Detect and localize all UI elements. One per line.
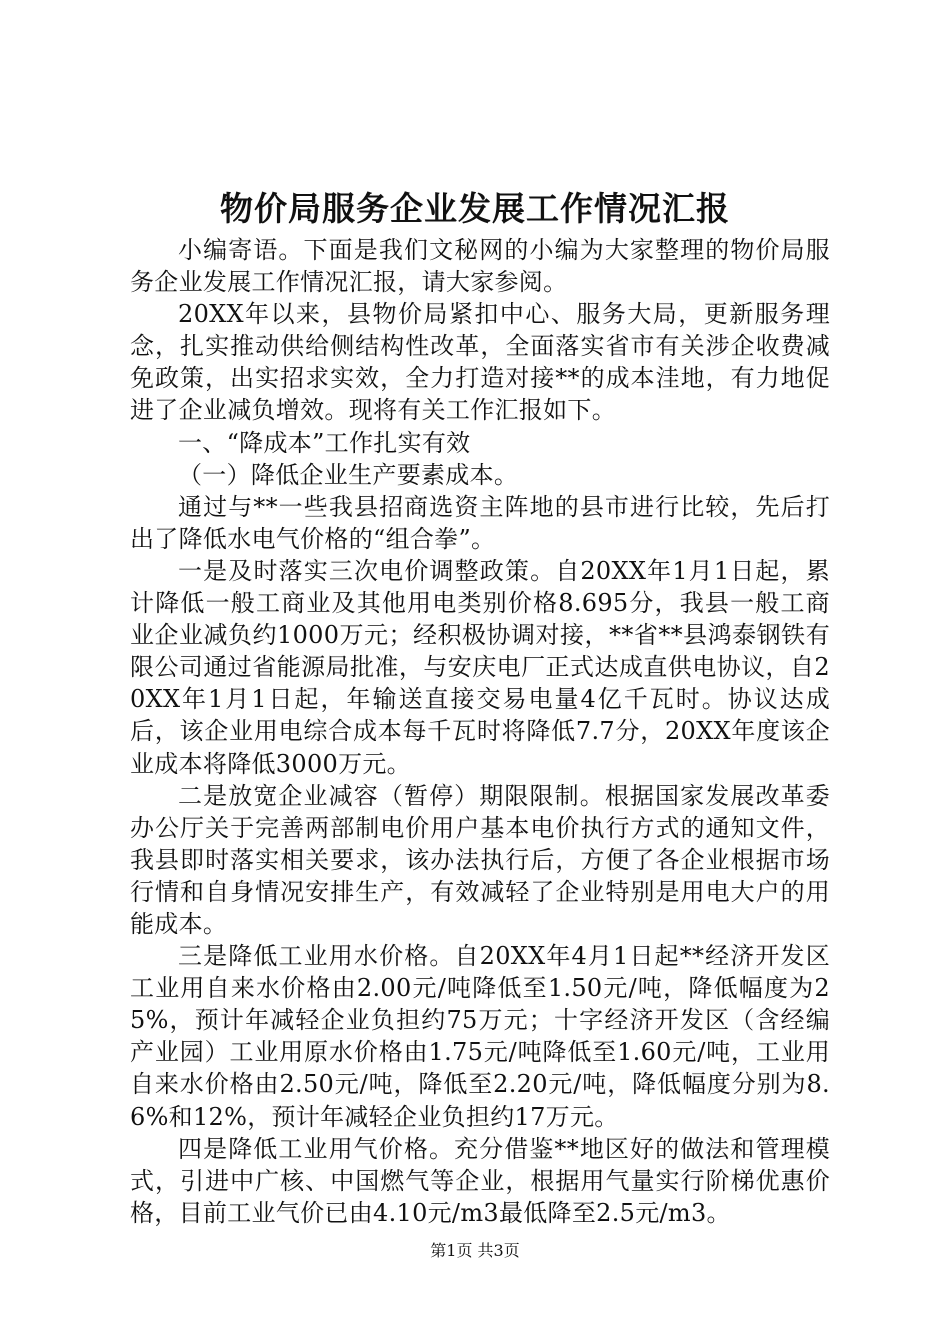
subsection-heading-1: （一）降低企业生产要素成本。 (178, 460, 519, 489)
section-heading-1: 一、“降成本”工作扎实有效 (178, 428, 471, 457)
paragraph-capacity: 二是放宽企业减容（暂停）期限限制。根据国家发展改革委办公厅关于完善两部制电价用户基本电价执行方式的通知文件，我县即时落实相关要求，该办法执行后，方便了各企业根据市场行情和自身情况安排生产，有效减轻了企业特别是用电大户的用能成本。 (130, 781, 830, 938)
paragraph-gas: 四是降低工业用气价格。充分借鉴**地区好的做法和管理模式，引进中广核、中国燃气等企业，根据用气量实行阶梯优惠价格，目前工业气价已由4.10元/m3最低降至2.5元/m3。 (130, 1134, 830, 1227)
page-footer: 第1页 共3页 (430, 1241, 520, 1260)
document-body (130, 234, 830, 1229)
paragraph-intro: 小编寄语。下面是我们文秘网的小编为大家整理的物价局服务企业发展工作情况汇报，请大家参阅。 (130, 236, 830, 297)
paragraph-comparison: 通过与**一些我县招商选资主阵地的县市进行比较，先后打出了降低水电气价格的“组合拳”。 (130, 492, 830, 553)
paragraph-electricity: 一是及时落实三次电价调整政策。自20XX年1月1日起，累计降低一般工商业及其他用电类别价格8.695分，我县一般工商业企业减负约1000万元；经积极协调对接，**省**县鸿泰钢铁有限公司通过省能源局批准，与安庆电厂正式达成直供电协议，自20XX年1月1日起，年输送直接交易电量4亿千瓦时。协议达成后，该企业用电综合成本每千瓦时将降低7.7分，20XX年度该企业成本将降低3000万元。 (130, 556, 830, 778)
paragraph-overview: 20XX年以来，县物价局紧扣中心、服务大局，更新服务理念，扎实推动供给侧结构性改革，全面落实省市有关涉企收费减免政策，出实招求实效，全力打造对接**的成本洼地，有力地促进了企业减负增效。现将有关工作汇报如下。 (130, 300, 830, 425)
document-title: 物价局服务企业发展工作情况汇报 (220, 189, 730, 228)
paragraph-water: 三是降低工业用水价格。自20XX年4月1日起**经济开发区工业用自来水价格由2.00元/吨降低至1.50元/吨，降低幅度为25%，预计年减轻企业负担约75万元；十字经济开发区（含经编产业园）工业用原水价格由1.75元/吨降低至1.60元/吨，工业用自来水价格由2.50元/吨，降低至2.20元/吨，降低幅度分别为8.6%和12%，预计年减轻企业负担约17万元。 (130, 942, 830, 1131)
